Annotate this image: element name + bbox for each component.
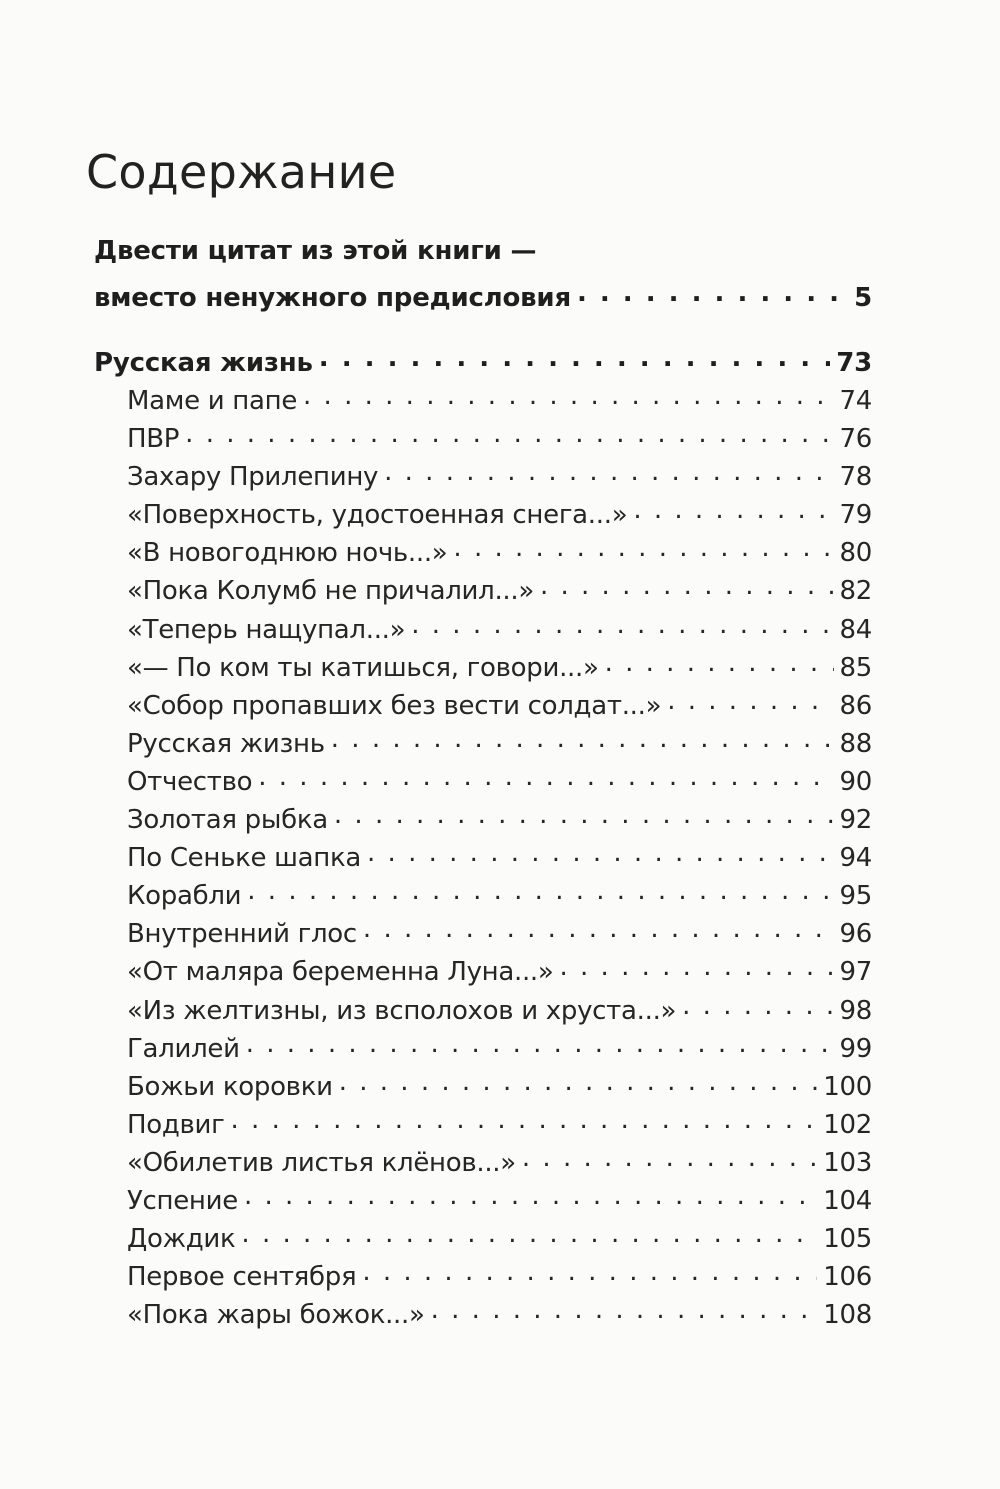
toc-entry-page: 78: [839, 462, 872, 493]
toc-entry-title: Корабли: [127, 881, 242, 912]
toc-entry-title: «Обилетив листья клёнов...»: [127, 1147, 516, 1178]
dot-leader: [363, 916, 834, 942]
dot-leader: [185, 421, 833, 447]
toc-entry[interactable]: [127, 1296, 872, 1334]
toc-entry-title: «Собор пропавших без вести солдат...»: [127, 690, 662, 721]
dot-leader: [411, 612, 833, 638]
toc-entry-page: 80: [839, 538, 872, 569]
toc-entry-title: Золотая рыбка: [127, 805, 328, 836]
toc-entry[interactable]: [127, 1106, 872, 1144]
toc-intro-row: [94, 275, 872, 322]
toc-entry[interactable]: [127, 1258, 872, 1296]
toc-entry[interactable]: [127, 992, 872, 1030]
toc-entry-page: 95: [839, 881, 872, 912]
toc-entry-page: 88: [839, 728, 872, 759]
toc-intro-page: 5: [854, 283, 872, 313]
dot-leader: [334, 802, 834, 828]
toc-entry-page: 106: [823, 1262, 872, 1293]
toc-entry-title: Дождик: [127, 1224, 236, 1255]
toc-entry[interactable]: [127, 611, 872, 649]
dot-leader: [384, 459, 833, 485]
toc-entry-page: 86: [839, 690, 872, 721]
toc-entry-page: 85: [839, 652, 872, 683]
dot-leader: [633, 497, 833, 523]
toc-entry-page: 94: [839, 843, 872, 874]
toc-entry[interactable]: [127, 420, 872, 458]
toc-entry-title: Успение: [127, 1185, 238, 1216]
dot-leader: [667, 688, 833, 714]
toc-entry[interactable]: [127, 687, 872, 725]
dot-leader: [682, 993, 833, 1019]
toc-entry-title: Галилей: [127, 1033, 240, 1064]
toc-entry[interactable]: [127, 382, 872, 420]
toc-entry-page: 92: [839, 805, 872, 836]
dot-leader: [540, 573, 834, 599]
toc-entry-title: «Пока Колумб не причалил...»: [127, 576, 534, 607]
toc-entry-page: 76: [839, 424, 872, 455]
section-page: 73: [836, 348, 872, 378]
toc-entry-title: ПВР: [127, 424, 180, 455]
dot-leader: [522, 1145, 817, 1171]
toc-entry-title: «Теперь нащупал...»: [127, 614, 406, 645]
page-title: Содержание: [86, 144, 397, 199]
toc-entry-title: «В новогоднюю ночь...»: [127, 538, 448, 569]
toc-entry-page: 96: [839, 919, 872, 950]
toc-entry[interactable]: [127, 915, 872, 953]
toc-entry[interactable]: [127, 877, 872, 915]
toc-entry[interactable]: [127, 801, 872, 839]
dot-leader: [258, 764, 833, 790]
section-title: Русская жизнь: [94, 348, 313, 378]
toc-entry-page: 99: [839, 1033, 872, 1064]
dot-leader: [231, 1107, 818, 1133]
toc-entry-page: 105: [823, 1224, 872, 1255]
toc-entry-title: Захару Прилепину: [127, 462, 379, 493]
toc-section-heading[interactable]: [94, 344, 872, 382]
toc-entry-page: 74: [839, 386, 872, 416]
dot-leader: [319, 345, 830, 371]
dot-leader: [244, 1183, 817, 1209]
toc-entry[interactable]: [127, 572, 872, 610]
toc-entry-title: Подвиг: [127, 1109, 225, 1140]
toc-entry-page: 84: [839, 614, 872, 645]
toc-entry-title: Божьи коровки: [127, 1071, 333, 1102]
toc-entry-page: 97: [839, 957, 872, 988]
toc-entry[interactable]: [127, 1144, 872, 1182]
toc-intro-title-line1: Двести цитат из этой книги —: [94, 236, 537, 266]
toc-entry-title: «От маляра беременна Луна...»: [127, 957, 554, 988]
toc-entry[interactable]: [127, 534, 872, 572]
toc-entry-title: «Пока жары божок...»: [127, 1300, 425, 1331]
toc-entry-page: 98: [839, 995, 872, 1026]
toc-entry-title: Маме и папе: [127, 386, 298, 416]
dot-leader: [560, 954, 834, 980]
dot-leader: [303, 383, 833, 409]
toc-entry[interactable]: [127, 953, 872, 991]
toc-entry-title: Первое сентября: [127, 1262, 357, 1293]
toc-entry[interactable]: [127, 763, 872, 801]
toc-entry-page: 102: [823, 1109, 872, 1140]
toc-entry[interactable]: [127, 725, 872, 763]
dot-leader: [246, 1031, 834, 1057]
toc-section: [94, 344, 872, 1334]
toc-entry-title: «Поверхность, удостоенная снега...»: [127, 500, 628, 531]
toc-entry[interactable]: [127, 1182, 872, 1220]
dot-leader: [577, 280, 848, 306]
dot-leader: [453, 535, 833, 561]
dot-leader: [431, 1297, 818, 1323]
dot-leader: [339, 1069, 818, 1095]
toc-entry-title: «Из желтизны, из всполохов и хруста...»: [127, 995, 677, 1026]
toc-entry[interactable]: [127, 1068, 872, 1106]
toc-entry[interactable]: [127, 649, 872, 687]
toc-entry-list: [94, 382, 872, 1334]
toc-entry-page: 82: [839, 576, 872, 607]
toc-entry-title: Отчество: [127, 766, 253, 797]
toc-entry-page: 104: [823, 1185, 872, 1216]
toc-intro-entry[interactable]: [94, 228, 872, 322]
toc-entry-title: «— По ком ты катишься, говори...»: [127, 652, 599, 683]
dot-leader: [605, 650, 834, 676]
toc-entry-page: 79: [839, 500, 872, 531]
toc-entry[interactable]: [127, 1030, 872, 1068]
toc-entry[interactable]: [127, 458, 872, 496]
toc-entry-page: 108: [823, 1300, 872, 1331]
dot-leader: [367, 840, 833, 866]
toc-entry[interactable]: [127, 496, 872, 534]
dot-leader: [362, 1259, 817, 1285]
dot-leader: [331, 726, 834, 752]
toc-entry-page: 103: [823, 1147, 872, 1178]
toc-entry-page: 90: [839, 766, 872, 797]
dot-leader: [241, 1221, 817, 1247]
toc-entry-title: По Сеньке шапка: [127, 843, 362, 874]
dot-leader: [247, 878, 833, 904]
toc-entry[interactable]: [127, 1220, 872, 1258]
toc-entry[interactable]: [127, 839, 872, 877]
toc-entry-page: 100: [823, 1071, 872, 1102]
toc-entry-title: Русская жизнь: [127, 728, 325, 759]
toc-entry-title: Внутренний глос: [127, 919, 357, 950]
toc-intro-title-line2: вместо ненужного предисловия: [94, 283, 571, 313]
